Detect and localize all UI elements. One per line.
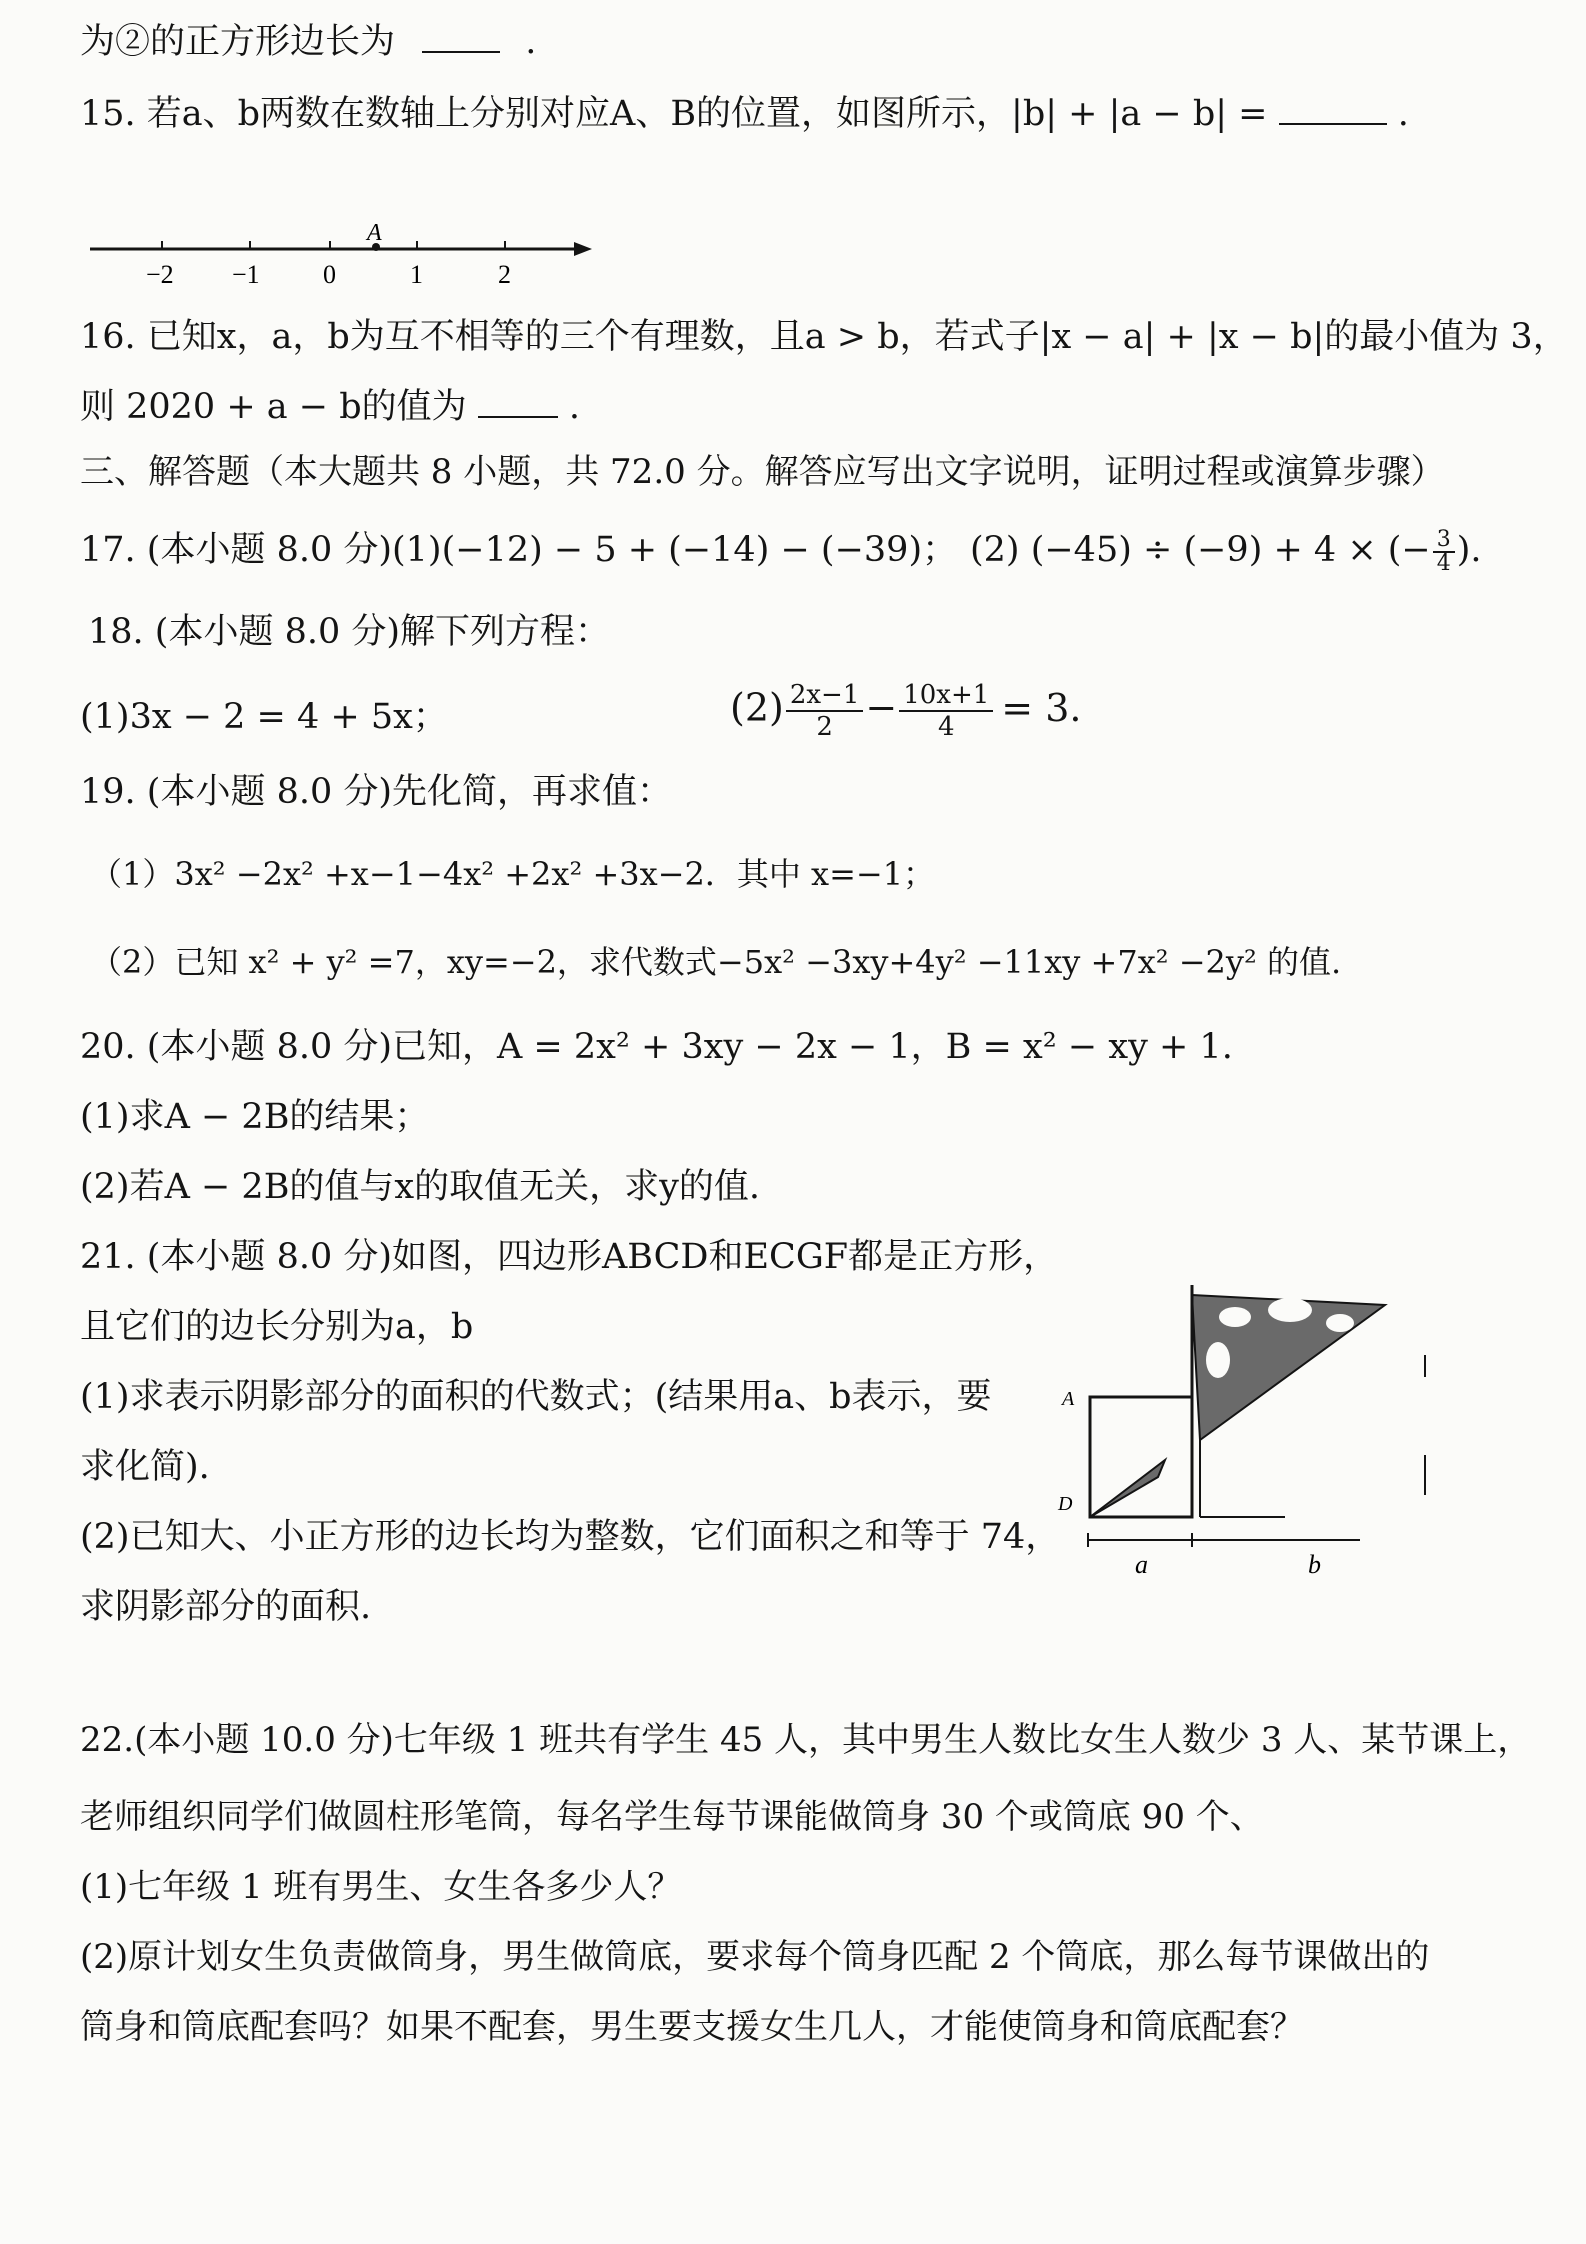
q15-text: 15. 若a、b两数在数轴上分别对应A、B的位置，如图所示，|b| + |a − b| = . <box>80 94 1409 134</box>
q20-part1: (1)求A − 2B的结果； <box>80 1097 430 1137</box>
point-a-label: A <box>367 220 382 246</box>
fraction: $\frac{3}{4}$ <box>1433 529 1455 575</box>
q14-tail: 为②的正方形边长为 . <box>80 22 537 62</box>
tick-label: −2 <box>146 260 174 289</box>
label-left-vertex: D <box>1058 1493 1073 1515</box>
q21-line6: 求阴影部分的面积. <box>80 1587 372 1627</box>
q20-title: 20. (本小题 8.0 分)已知，A = 2x² + 3xy − 2x − 1，B = x² − xy + 1. <box>80 1027 1233 1067</box>
q22-part1: (1)七年级 1 班有男生、女生各多少人？ <box>80 1867 682 1907</box>
tick-label: −1 <box>232 260 260 289</box>
q22-line2: 老师组织同学们做圆柱形笔筒，每名学生每节课能做筒身 30 个或筒底 90 个、 <box>80 1797 1264 1837</box>
q19-part2: （2）已知 x² + y² =7，xy=−2，求代数式−5x² −3xy+4y² −11xy +7x² −2y² 的值. <box>90 943 1342 981</box>
label-top-vertex: A <box>1062 1388 1075 1410</box>
label-b: b <box>1308 1550 1321 1579</box>
tick-label: 2 <box>498 260 511 289</box>
q16-line2: 则 2020 + a − b的值为 . <box>80 387 581 427</box>
answer-blank <box>1279 93 1387 125</box>
squares-figure <box>1040 1255 1460 1585</box>
shaded-sliver <box>1090 1460 1165 1517</box>
fraction: $\frac{2x-1}{2}$ <box>786 680 864 742</box>
answer-blank <box>478 386 558 418</box>
q21-line3: (1)求表示阴影部分的面积的代数式；(结果用a、b表示，要 <box>80 1377 992 1417</box>
answer-blank <box>422 21 500 53</box>
q21-line4: 求化简). <box>80 1447 210 1487</box>
q21-line2: 且它们的边长分别为a，b <box>80 1307 474 1347</box>
q17-part2: (2) (−45) ÷ (−9) + 4 × (− $\frac{3}{4}$ ). <box>970 526 1482 576</box>
q19-title: 19. (本小题 8.0 分)先化简，再求值： <box>80 772 673 812</box>
q19-part1: （1）3x² −2x² +x−1−4x² +2x² +3x−2．其中 x=−1； <box>90 855 936 893</box>
q18-part1: (1)3x − 2 = 4 + 5x； <box>80 697 448 737</box>
number-line-arrow <box>574 242 592 256</box>
q20-part2: (2)若A − 2B的值与x的取值无关，求y的值. <box>80 1167 761 1207</box>
q21-line1: 21. (本小题 8.0 分)如图，四边形ABCD和ECGF都是正方形， <box>80 1237 1059 1277</box>
q21-line5: (2)已知大、小正方形的边长均为整数，它们面积之和等于 74， <box>80 1517 1061 1557</box>
q18-title: 18. (本小题 8.0 分)解下列方程： <box>88 612 611 652</box>
label-a: a <box>1135 1550 1148 1579</box>
tick-label: 1 <box>410 260 423 289</box>
q18-part2: (2) $\frac{2x-1}{2}$ − $\frac{10x+1}{4}$ = 3. <box>730 680 1082 742</box>
q22-part2-line2: 筒身和筒底配套吗？如果不配套，男生要支援女生几人，才能使筒身和筒底配套？ <box>80 2007 1304 2047</box>
tick-label: 0 <box>323 260 336 289</box>
small-square <box>1090 1397 1192 1517</box>
q22-line1: 22.(本小题 10.0 分)七年级 1 班共有学生 45 人，其中男生人数比女生人数少 3 人、某节课上， <box>80 1720 1532 1760</box>
q22-part2-line1: (2)原计划女生负责做筒身，男生做筒底，要求每个筒身匹配 2 个筒底，那么每节课做出的 <box>80 1937 1430 1977</box>
fraction: $\frac{10x+1}{4}$ <box>899 680 993 742</box>
section-heading: 三、解答题（本大题共 8 小题，共 72.0 分。解答应写出文字说明，证明过程或演算步骤） <box>80 452 1445 492</box>
number-line-figure <box>80 195 620 295</box>
q17-part1: 17. (本小题 8.0 分)(1)(−12) − 5 + (−14) − (−39)； <box>80 530 958 570</box>
q16-line1: 16. 已知x，a，b为互不相等的三个有理数，且a > b，若式子|x − a| + |x − b|的最小值为 3， <box>80 317 1568 357</box>
